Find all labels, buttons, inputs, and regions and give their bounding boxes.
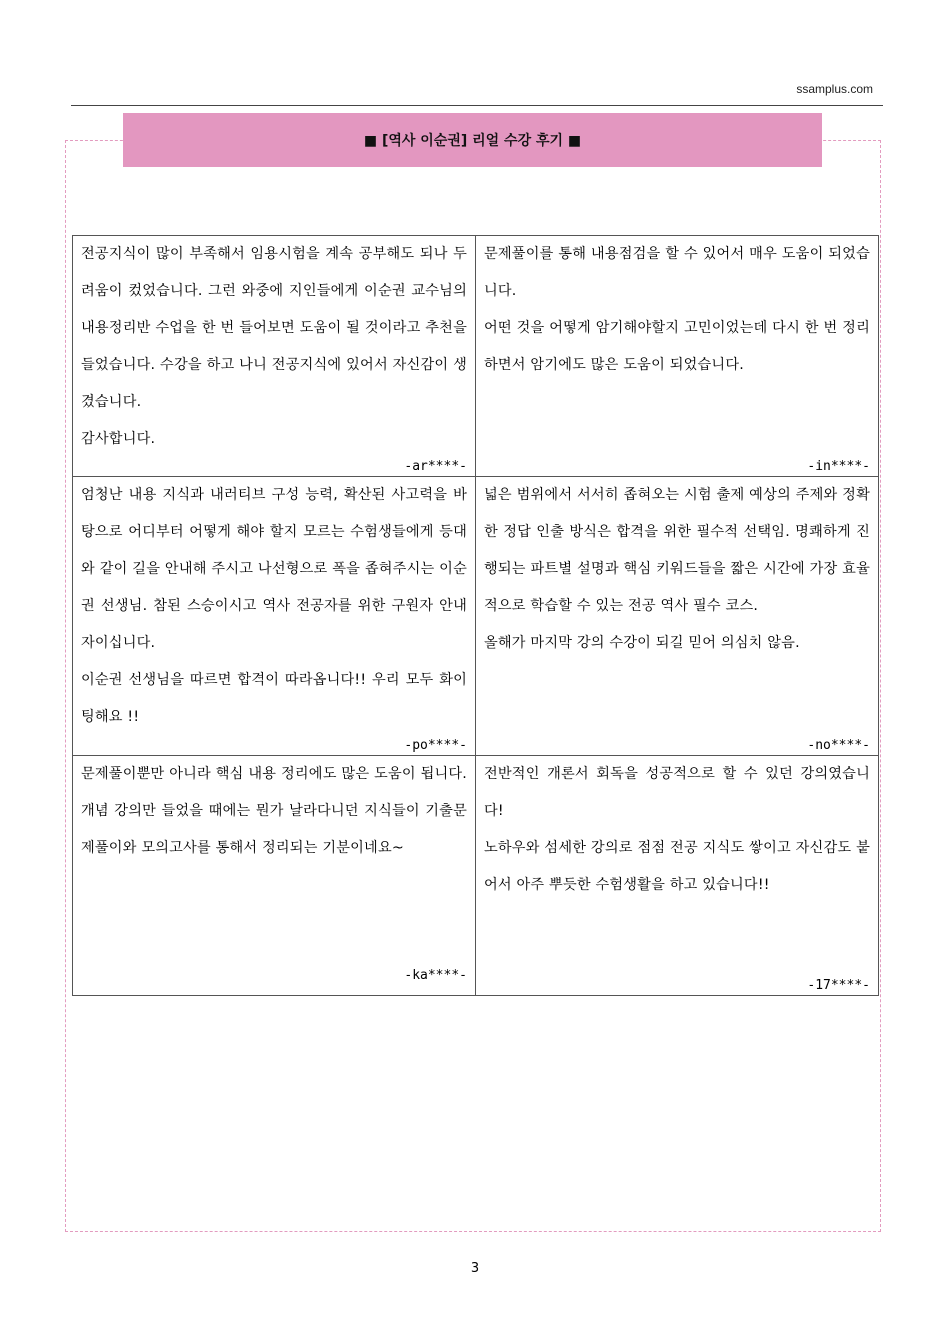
page-number: 3 — [470, 1261, 480, 1276]
review-card — [476, 236, 879, 477]
table-row — [73, 477, 879, 756]
table-row — [73, 236, 879, 477]
review-card — [476, 756, 879, 996]
review-paragraph: 넓은 범위에서 서서히 좁혀오는 시험 출제 예상의 주제와 정확한 정답 인출 방식은 합격을 위한 필수적 선택임. 명쾌하게 진행되는 파트별 설명과 핵심 키워드들을 짧은 시간에 가장 효율적으로 학습할 수 있는 전공 역사 필수 코스. — [484, 487, 870, 614]
review-signature: -17****- — [807, 978, 870, 993]
site-url: ssamplus.com — [796, 82, 873, 96]
review-paragraph: 어떤 것을 어떻게 암기해야할지 고민이었는데 다시 한 번 정리하면서 암기에도 많은 도움이 되었습니다. — [484, 320, 870, 373]
review-card — [73, 477, 476, 756]
review-paragraph: 엄청난 내용 지식과 내러티브 구성 능력, 확산된 사고력을 바탕으로 어디부터 어떻게 해야 할지 모르는 수험생들에게 등대와 같이 길을 안내해 주시고 나선형으로 폭을 좁혀주시는 이순권 선생님. 참된 스승이시고 역사 전공자를 위한 구원자 안내자이십니다. — [81, 487, 467, 651]
review-signature: -no****- — [807, 738, 870, 753]
review-paragraph: 노하우와 섬세한 강의로 점점 전공 지식도 쌓이고 자신감도 붙어서 아주 뿌듯한 수험생활을 하고 있습니다!! — [484, 840, 870, 893]
review-card — [73, 756, 476, 996]
review-signature: -ka****- — [404, 968, 467, 983]
reviews-table — [72, 235, 879, 996]
review-paragraph: 문제풀이뿐만 아니라 핵심 내용 정리에도 많은 도움이 됩니다. 개념 강의만 들었을 때에는 뭔가 날라다니던 지식들이 기출문제풀이와 모의고사를 통해서 정리되는 기분이네요~ — [81, 766, 467, 856]
review-paragraph: 올해가 마지막 강의 수강이 되길 믿어 의심치 않음. — [484, 635, 800, 651]
review-card — [476, 477, 879, 756]
review-paragraph: 전공지식이 많이 부족해서 임용시험을 계속 공부해도 되나 두려움이 컸었습니다. 그런 와중에 지인들에게 이순권 교수님의 내용정리반 수업을 한 번 들어보면 도움이 될 것이라고 추천을 들었습니다. 수강을 하고 나니 전공지식에 있어서 자신감이 생겼습니다. — [81, 246, 467, 410]
review-signature: -po****- — [404, 738, 467, 753]
review-card — [73, 236, 476, 477]
review-paragraph: 전반적인 개론서 회독을 성공적으로 할 수 있던 강의였습니다! — [484, 766, 870, 819]
review-paragraph: 감사합니다. — [81, 431, 156, 447]
review-paragraph: 이순권 선생님을 따르면 합격이 따라옵니다!! 우리 모두 화이팅해요 !! — [81, 672, 467, 725]
review-signature: -ar****- — [404, 459, 467, 474]
review-signature: -in****- — [807, 459, 870, 474]
header-divider — [71, 105, 883, 106]
review-paragraph: 문제풀이를 통해 내용점검을 할 수 있어서 매우 도움이 되었습니다. — [484, 246, 870, 299]
page-title-banner: ■ [역사 이순권] 리얼 수강 후기 ■ — [123, 113, 822, 167]
table-row — [73, 756, 879, 996]
